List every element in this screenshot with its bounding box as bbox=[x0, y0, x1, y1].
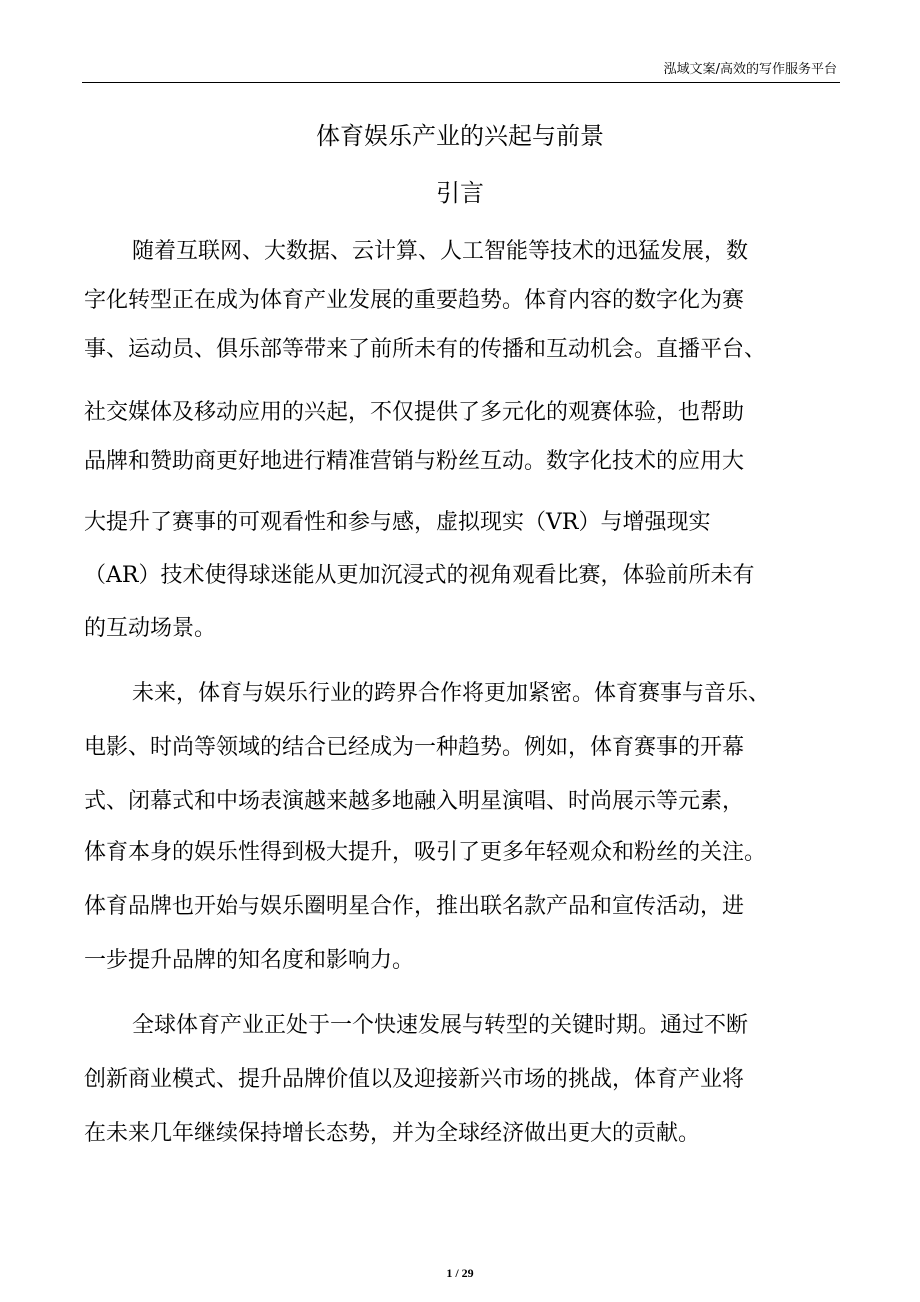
header-divider bbox=[82, 82, 840, 83]
paragraph-line: 一步提升品牌的知名度和影响力。 bbox=[84, 948, 415, 973]
paragraph-line: 在未来几年继续保持增长态势，并为全球经济做出更大的贡献。 bbox=[84, 1121, 701, 1146]
paragraph-line: 全球体育产业正处于一个快速发展与转型的关键时期。通过不断 bbox=[132, 1013, 749, 1038]
paragraph-line: 体育品牌也开始与娱乐圈明星合作，推出联名款产品和宣传活动，进 bbox=[84, 894, 745, 919]
paragraph-line: 事、运动员、俱乐部等带来了前所未有的传播和互动机会。直播平台、 bbox=[84, 337, 767, 362]
paragraph-line: 电影、时尚等领域的结合已经成为一种趋势。例如，体育赛事的开幕 bbox=[84, 735, 745, 760]
paragraph-line: 创新商业模式、提升品牌价值以及迎接新兴市场的挑战，体育产业将 bbox=[84, 1067, 745, 1092]
section-heading: 引言 bbox=[436, 179, 484, 207]
paragraph-line: 随着互联网、大数据、云计算、人工智能等技术的迅猛发展，数 bbox=[132, 239, 749, 264]
paragraph-line: 大提升了赛事的可观看性和参与感，虚拟现实（VR）与增强现实 bbox=[84, 510, 711, 535]
paragraph-line: 的互动场景。 bbox=[84, 616, 217, 641]
paragraph-line: 品牌和赞助商更好地进行精准营销与粉丝互动。数字化技术的应用大 bbox=[84, 449, 745, 474]
paragraph-line: 字化转型正在成为体育产业发展的重要趋势。体育内容的数字化为赛 bbox=[84, 288, 745, 313]
document-title: 体育娱乐产业的兴起与前景 bbox=[316, 122, 604, 150]
page-number: 1 / 29 bbox=[446, 1266, 474, 1280]
paragraph-line: （AR）技术使得球迷能从更加沉浸式的视角观看比赛，体验前所未有 bbox=[84, 563, 755, 588]
paragraph-line: 未来，体育与娱乐行业的跨界合作将更加紧密。体育赛事与音乐、 bbox=[132, 681, 771, 706]
paragraph-line: 体育本身的娱乐性得到极大提升，吸引了更多年轻观众和粉丝的关注。 bbox=[84, 840, 767, 865]
paragraph-line: 式、闭幕式和中场表演越来越多地融入明星演唱、时尚展示等元素， bbox=[84, 789, 745, 814]
paragraph-line: 社交媒体及移动应用的兴起，不仅提供了多元化的观赛体验，也帮助 bbox=[84, 400, 745, 425]
header-brand-text: 泓域文案/高效的写作服务平台 bbox=[663, 62, 837, 77]
